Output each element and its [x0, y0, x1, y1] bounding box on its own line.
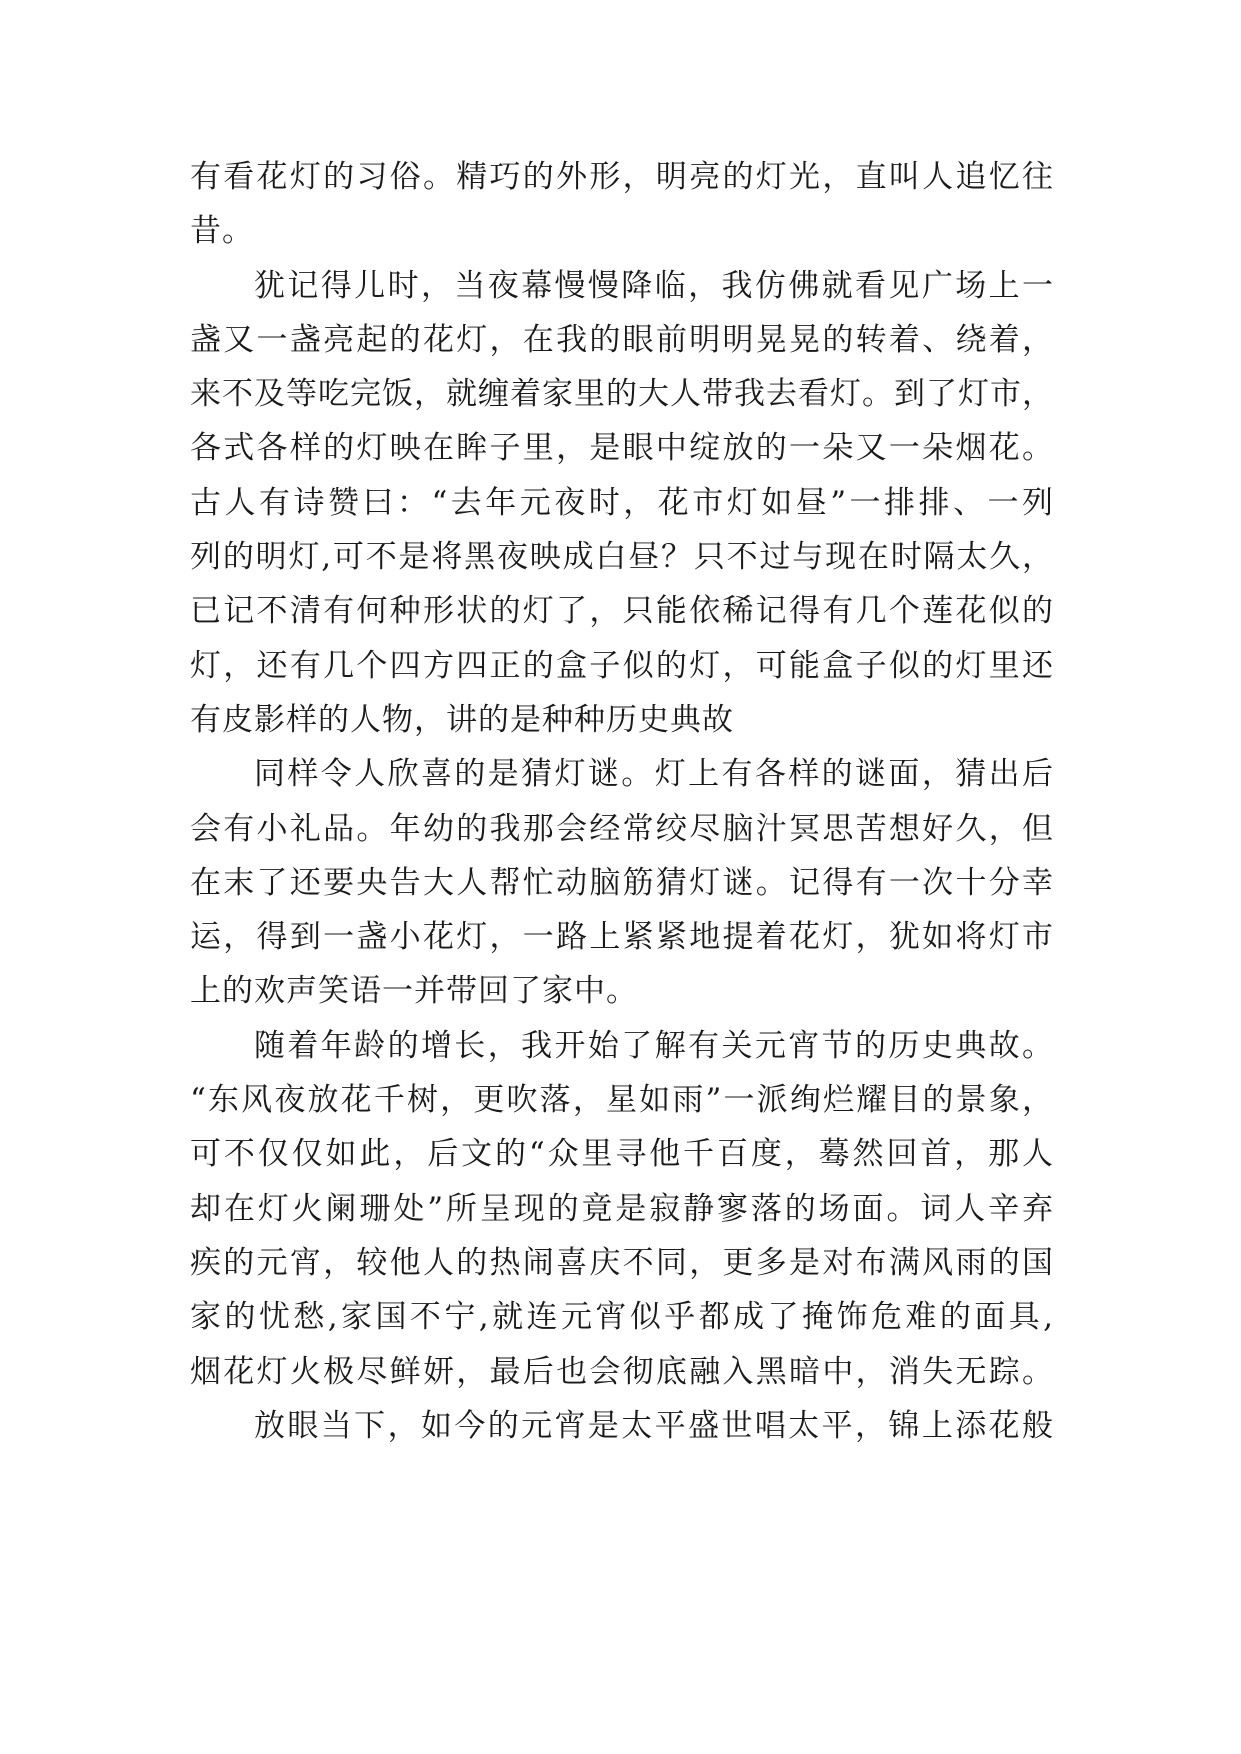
text-line: 盏又一盏亮起的花灯，在我的眼前明明晃晃的转着、绕着，: [190, 321, 1054, 358]
text-line: 来不及等吃完饭，就缠着家里的大人带我去看灯。到了灯市，: [190, 376, 1054, 413]
text-line: 有皮影样的人物，讲的是种种历史典故: [190, 701, 734, 738]
text-line: 烟花灯火极尽鲜妍，最后也会彻底融入黑暗中，消失无踪。: [190, 1353, 1054, 1390]
paragraph: [190, 747, 1054, 1018]
paragraph: [190, 1399, 1054, 1453]
text-line: 放眼当下，如今的元宵是太平盛世唱太平，锦上添花般: [254, 1407, 1054, 1444]
text-line: 灯，还有几个四方四正的盒子似的灯，可能盒子似的灯里还: [190, 647, 1054, 684]
text-line: 随着年龄的增长，我开始了解有关元宵节的历史典故。: [254, 1027, 1054, 1064]
text-line: 有看花灯的习俗。精巧的外形，明亮的灯光，直叫人追忆往: [190, 159, 1054, 195]
text-line: 运，得到一盏小花灯，一路上紧紧地提着花灯，犹如将灯市: [190, 919, 1054, 956]
body-text: [190, 150, 1054, 1453]
text-line: 家的忧愁,家国不宁,就连元宵似乎都成了掩饰危难的面具,: [190, 1299, 1054, 1336]
text-line: 古人有诗赞曰：“去年元夜时，花市灯如昼”一排排、一列: [190, 484, 1054, 521]
text-line: 同样令人欣喜的是猜灯谜。灯上有各样的谜面，猜出后: [254, 756, 1054, 793]
text-line: 在末了还要央告大人帮忙动脑筋猜灯谜。记得有一次十分幸: [190, 864, 1054, 901]
paragraph: [190, 150, 1054, 259]
text-line: “东风夜放花千树，更吹落，星如雨”一派绚烂耀目的景象，: [190, 1082, 1054, 1119]
text-line: 各式各样的灯映在眸子里，是眼中绽放的一朵又一朵烟花。: [190, 430, 1054, 467]
text-line: 会有小礼品。年幼的我那会经常绞尽脑汁冥思苦想好久，但: [190, 810, 1054, 847]
text-line: 昔。: [190, 213, 254, 250]
text-line: 可不仅仅如此，后文的“众里寻他千百度，蓦然回首，那人: [190, 1136, 1054, 1173]
text-line: 列的明灯,可不是将黑夜映成白昼？只不过与现在时隔太久，: [190, 539, 1054, 576]
text-line: 已记不清有何种形状的灯了，只能依稀记得有几个莲花似的: [190, 593, 1054, 630]
text-line: 却在灯火阑珊处”所呈现的竟是寂静寥落的场面。词人辛弃: [190, 1190, 1054, 1227]
paragraph: [190, 259, 1054, 748]
text-line: 上的欢声笑语一并带回了家中。: [190, 973, 638, 1010]
text-line: 犹记得儿时，当夜幕慢慢降临，我仿佛就看见广场上一: [254, 267, 1054, 304]
paragraph: [190, 1019, 1054, 1399]
text-line: 疾的元宵，较他人的热闹喜庆不同，更多是对布满风雨的国: [190, 1244, 1054, 1281]
